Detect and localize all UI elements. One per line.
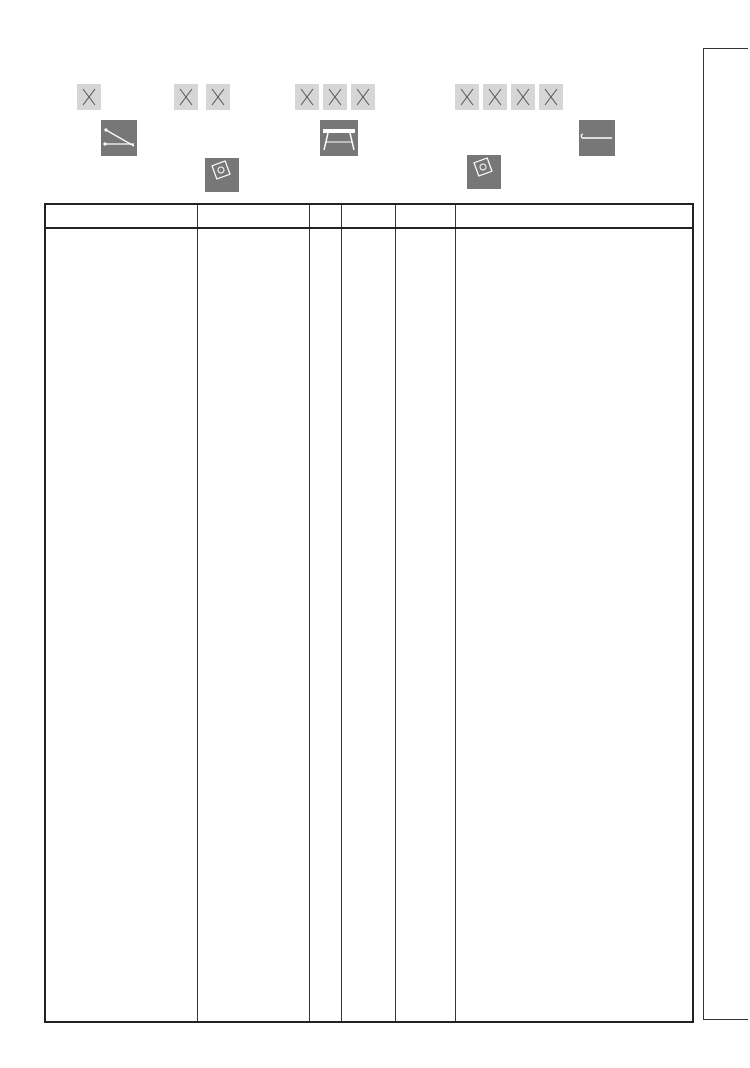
x-mark-icon bbox=[511, 84, 535, 110]
x-mark-icon bbox=[539, 84, 563, 110]
legend-crochet bbox=[579, 120, 623, 156]
ruler bbox=[703, 48, 748, 1020]
crochet-hook-icon bbox=[579, 120, 615, 156]
x-mark-icon bbox=[206, 84, 230, 110]
summary-table bbox=[44, 203, 694, 1023]
table-header-row bbox=[45, 204, 693, 228]
header-qualites bbox=[455, 204, 693, 228]
numero-column bbox=[309, 228, 341, 1022]
header-numero bbox=[309, 204, 341, 228]
header-genre bbox=[45, 204, 197, 228]
legend-confirme bbox=[295, 84, 379, 110]
table-body-row bbox=[45, 228, 693, 1022]
legend-avance bbox=[174, 84, 234, 110]
legend-machine bbox=[320, 120, 366, 156]
header-niveau bbox=[197, 204, 309, 228]
genre-column bbox=[45, 228, 197, 1022]
quick-phil-logo bbox=[467, 155, 501, 189]
x-mark-icon bbox=[455, 84, 479, 110]
x-mark-icon bbox=[323, 84, 347, 110]
x-mark-icon bbox=[483, 84, 507, 110]
big-phil-logo bbox=[205, 158, 239, 192]
x-mark-icon bbox=[174, 84, 198, 110]
legend-aiguilles bbox=[101, 120, 145, 156]
page-column bbox=[341, 228, 395, 1022]
qualites-column bbox=[455, 228, 693, 1022]
legend-expert bbox=[455, 84, 567, 110]
x-mark-icon bbox=[295, 84, 319, 110]
niveau-column bbox=[197, 228, 309, 1022]
header-page bbox=[341, 204, 395, 228]
legend-bigphil bbox=[205, 158, 247, 192]
needles-icon bbox=[101, 120, 137, 156]
machine-icon bbox=[320, 120, 358, 156]
header-amcbq bbox=[395, 204, 455, 228]
amcbq-column bbox=[395, 228, 455, 1022]
legend-quickphil bbox=[467, 155, 509, 189]
x-mark-icon bbox=[351, 84, 375, 110]
x-mark-icon bbox=[77, 84, 101, 110]
legend-debutant bbox=[77, 84, 105, 110]
